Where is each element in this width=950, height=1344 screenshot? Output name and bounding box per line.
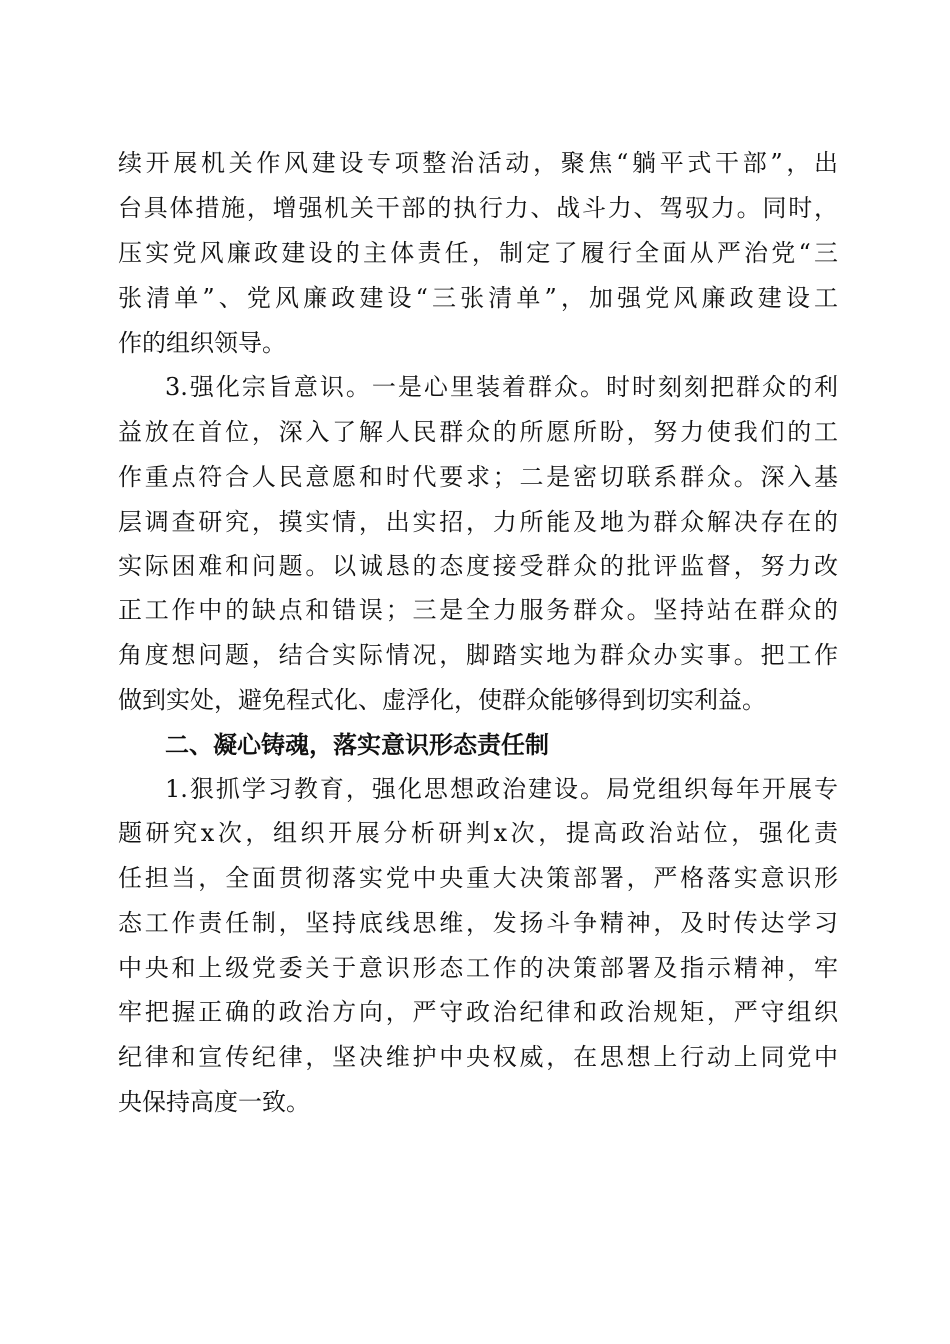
paragraph-2-line-8: 做到实处，避免程式化、虚浮化，使群众能够得到切实利益。	[118, 686, 766, 714]
paragraph-3-line-4: 态工作责任制，坚持底线思维，发扬斗争精神，及时传达学习	[118, 909, 838, 937]
paragraph-3-line-7: 纪律和宣传纪律，坚决维护中央权威，在思想上行动上同党中	[118, 1043, 838, 1071]
paragraph-2-line-7: 角度想问题，结合实际情况，脚踏实地为群众办实事。把工作	[118, 641, 838, 669]
paragraph-2-line-1: 3.强化宗旨意识。一是心里装着群众。时时刻刻把群众的利	[165, 373, 838, 401]
paragraph-3-line-2: 题研究x次，组织开展分析研判x次，提高政治站位，强化责	[118, 819, 838, 847]
paragraph-1-line-3: 压实党风廉政建设的主体责任，制定了履行全面从严治党“三	[118, 239, 838, 267]
paragraph-1-line-4: 张清单”、党风廉政建设“三张清单”，加强党风廉政建设工	[118, 284, 838, 312]
paragraph-3-line-3: 任担当，全面贯彻落实党中央重大决策部署，严格落实意识形	[118, 864, 838, 892]
paragraph-2-line-5: 实际困难和问题。以诚恳的态度接受群众的批评监督，努力改	[118, 552, 838, 580]
paragraph-2-line-2: 益放在首位，深入了解人民群众的所愿所盼，努力使我们的工	[118, 418, 838, 446]
paragraph-3-line-8: 央保持高度一致。	[118, 1088, 310, 1116]
section-heading: 二、凝心铸魂，落实意识形态责任制	[165, 731, 549, 759]
paragraph-2-line-3: 作重点符合人民意愿和时代要求；二是密切联系群众。深入基	[118, 463, 838, 491]
paragraph-2-line-6: 正工作中的缺点和错误；三是全力服务群众。坚持站在群众的	[118, 596, 838, 624]
paragraph-2-line-4: 层调查研究，摸实情，出实招，力所能及地为群众解决存在的	[118, 508, 838, 536]
paragraph-1-line-1: 续开展机关作风建设专项整治活动，聚焦“躺平式干部”，出	[118, 149, 838, 177]
paragraph-3-line-6: 牢把握正确的政治方向，严守政治纪律和政治规矩，严守组织	[118, 998, 838, 1026]
paragraph-3-line-1: 1.狠抓学习教育，强化思想政治建设。局党组织每年开展专	[165, 775, 838, 803]
paragraph-3-line-5: 中央和上级党委关于意识形态工作的决策部署及指示精神，牢	[118, 954, 838, 982]
paragraph-1-line-2: 台具体措施，增强机关干部的执行力、战斗力、驾驭力。同时，	[118, 194, 838, 222]
paragraph-1-line-5: 作的组织领导。	[118, 329, 286, 357]
